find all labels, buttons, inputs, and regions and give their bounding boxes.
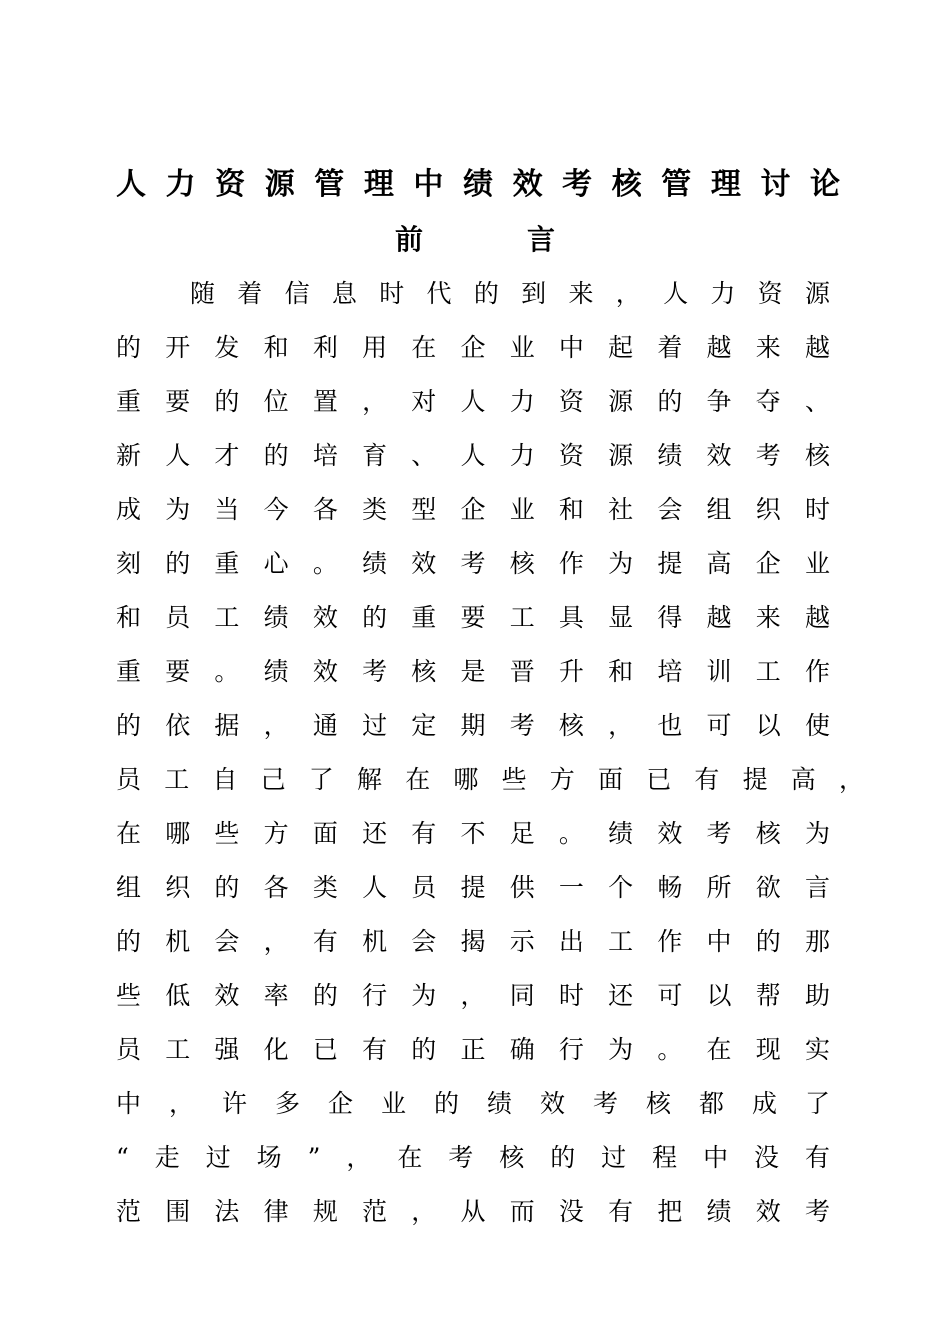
body-line: 的机会，有机会揭示出工作中的那 (116, 927, 830, 956)
body-line: 员工自己了解在哪些方面已有提高， (116, 765, 864, 794)
body-line: 范围法律规范，从而没有把绩效考 (116, 1197, 830, 1226)
body-line: 新人才的培育、人力资源绩效考核 (116, 441, 830, 470)
body-line: 些低效率的行为，同时还可以帮助 (116, 981, 830, 1010)
section-heading-preface: 前言 (395, 223, 555, 256)
body-line: 的依据，通过定期考核，也可以使 (116, 711, 830, 740)
body-line: 和员工绩效的重要工具显得越来越 (116, 603, 830, 632)
body-line: 员工强化已有的正确行为。在现实 (116, 1035, 830, 1064)
body-line: 成为当今各类型企业和社会组织时 (116, 495, 830, 524)
body-line: 在哪些方面还有不足。绩效考核为 (116, 819, 830, 848)
body-line: “走过场”，在考核的过程中没有 (116, 1143, 830, 1172)
body-line: 随着信息时代的到来，人力资源 (190, 279, 830, 308)
document-title: 人力资源管理中绩效考核管理讨论 (116, 167, 840, 202)
body-line: 中，许多企业的绩效考核都成了 (116, 1089, 830, 1118)
body-line: 刻的重心。绩效考核作为提高企业 (116, 549, 830, 578)
body-line: 重要的位置，对人力资源的争夺、 (116, 387, 830, 416)
body-line: 重要。绩效考核是晋升和培训工作 (116, 657, 830, 686)
body-line: 组织的各类人员提供一个畅所欲言 (116, 873, 830, 902)
body-line: 的开发和利用在企业中起着越来越 (116, 333, 830, 362)
